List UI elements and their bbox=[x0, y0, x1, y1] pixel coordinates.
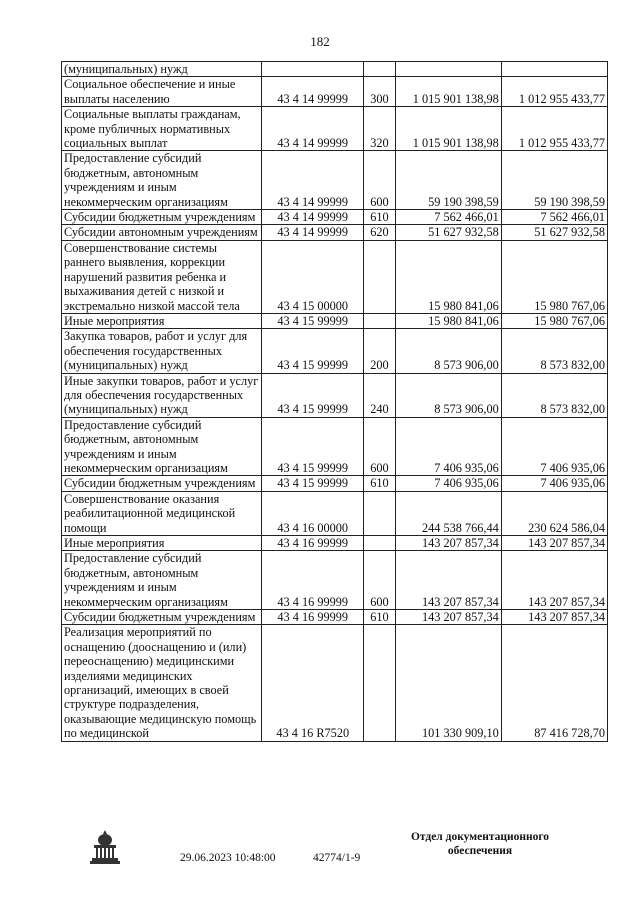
row-sum-2024-cell: 7 406 935,06 bbox=[395, 476, 501, 491]
stamp-date: 29.06.2023 10:48:00 bbox=[180, 852, 276, 864]
row-sum-2025-cell: 15 980 767,06 bbox=[501, 240, 607, 313]
table-row bbox=[62, 313, 608, 328]
row-name-cell: Предоставление субсидий бюджетным, автономным учреждениям и иным некоммерческим организациям bbox=[62, 417, 262, 476]
row-sum-2025-cell: 7 562 466,01 bbox=[501, 210, 607, 225]
row-code-cell: 43 4 16 R7520 bbox=[262, 625, 364, 741]
row-name-cell: Предоставление субсидий бюджетным, автономным учреждениям и иным некоммерческим организациям bbox=[62, 151, 262, 210]
page-number: 182 bbox=[310, 34, 330, 49]
row-expense-type-cell: 620 bbox=[364, 225, 395, 240]
row-sum-2024-cell: 143 207 857,34 bbox=[395, 610, 501, 625]
table-row bbox=[62, 107, 608, 151]
row-sum-2025-cell: 51 627 932,58 bbox=[501, 225, 607, 240]
row-name-cell: Иные мероприятия bbox=[62, 313, 262, 328]
row-expense-type-cell: 200 bbox=[364, 329, 395, 373]
row-name-cell: Социальное обеспечение и иные выплаты населению bbox=[62, 77, 262, 107]
row-sum-2024-cell: 8 573 906,00 bbox=[395, 373, 501, 417]
department-stamp bbox=[395, 830, 565, 858]
row-sum-2025-cell: 143 207 857,34 bbox=[501, 551, 607, 610]
row-code-cell: 43 4 14 99999 bbox=[262, 77, 364, 107]
table-row bbox=[62, 536, 608, 551]
row-code-cell: 43 4 14 99999 bbox=[262, 210, 364, 225]
row-sum-2024-cell bbox=[395, 62, 501, 77]
row-sum-2024-cell: 1 015 901 138,98 bbox=[395, 107, 501, 151]
row-name-cell: Социальные выплаты гражданам, кроме публичных нормативных социальных выплат bbox=[62, 107, 262, 151]
row-sum-2025-cell: 143 207 857,34 bbox=[501, 536, 607, 551]
row-expense-type-cell: 300 bbox=[364, 77, 395, 107]
row-sum-2024-cell: 7 406 935,06 bbox=[395, 417, 501, 476]
row-sum-2025-cell: 230 624 586,04 bbox=[501, 491, 607, 535]
table-row bbox=[62, 476, 608, 491]
row-code-cell: 43 4 16 99999 bbox=[262, 551, 364, 610]
row-expense-type-cell bbox=[364, 536, 395, 551]
row-name-cell: Реализация мероприятий по оснащению (дооснащению и (или) переоснащению) медицинскими изделиями медицинских организаций, имеющих в своей структуре подразделения, оказывающие медицинскую помощь по медицинской bbox=[62, 625, 262, 741]
row-code-cell: 43 4 15 99999 bbox=[262, 476, 364, 491]
row-name-cell: Закупка товаров, работ и услуг для обеспечения государственных (муниципальных) нужд bbox=[62, 329, 262, 373]
row-sum-2025-cell: 59 190 398,59 bbox=[501, 151, 607, 210]
row-code-cell: 43 4 15 99999 bbox=[262, 373, 364, 417]
row-name-cell: Субсидии бюджетным учреждениям bbox=[62, 476, 262, 491]
row-expense-type-cell: 610 bbox=[364, 476, 395, 491]
row-code-cell: 43 4 15 99999 bbox=[262, 329, 364, 373]
stamp-doc-number: 42774/1-9 bbox=[313, 852, 361, 864]
row-sum-2025-cell: 1 012 955 433,77 bbox=[501, 77, 607, 107]
table-row bbox=[62, 210, 608, 225]
row-sum-2025-cell: 87 416 728,70 bbox=[501, 625, 607, 741]
row-sum-2024-cell: 15 980 841,06 bbox=[395, 313, 501, 328]
row-code-cell: 43 4 16 99999 bbox=[262, 536, 364, 551]
row-code-cell: 43 4 15 99999 bbox=[262, 313, 364, 328]
row-sum-2024-cell: 15 980 841,06 bbox=[395, 240, 501, 313]
row-expense-type-cell: 600 bbox=[364, 551, 395, 610]
row-expense-type-cell bbox=[364, 313, 395, 328]
table-row bbox=[62, 417, 608, 476]
row-expense-type-cell: 600 bbox=[364, 417, 395, 476]
row-sum-2025-cell: 1 012 955 433,77 bbox=[501, 107, 607, 151]
row-expense-type-cell bbox=[364, 240, 395, 313]
row-code-cell: 43 4 14 99999 bbox=[262, 225, 364, 240]
row-code-cell: 43 4 15 99999 bbox=[262, 417, 364, 476]
budget-table bbox=[61, 61, 608, 742]
row-sum-2025-cell: 143 207 857,34 bbox=[501, 610, 607, 625]
row-sum-2024-cell: 244 538 766,44 bbox=[395, 491, 501, 535]
row-sum-2024-cell: 101 330 909,10 bbox=[395, 625, 501, 741]
row-sum-2025-cell: 8 573 832,00 bbox=[501, 329, 607, 373]
row-name-cell: Предоставление субсидий бюджетным, автономным учреждениям и иным некоммерческим организациям bbox=[62, 551, 262, 610]
row-expense-type-cell bbox=[364, 625, 395, 741]
row-sum-2024-cell: 59 190 398,59 bbox=[395, 151, 501, 210]
row-expense-type-cell bbox=[364, 62, 395, 77]
row-sum-2025-cell bbox=[501, 62, 607, 77]
row-sum-2024-cell: 51 627 932,58 bbox=[395, 225, 501, 240]
row-name-cell: Совершенствование оказания реабилитационной медицинской помощи bbox=[62, 491, 262, 535]
row-code-cell: 43 4 16 00000 bbox=[262, 491, 364, 535]
table-row bbox=[62, 625, 608, 741]
row-expense-type-cell: 240 bbox=[364, 373, 395, 417]
table-row bbox=[62, 373, 608, 417]
row-expense-type-cell: 610 bbox=[364, 610, 395, 625]
table-row bbox=[62, 491, 608, 535]
row-name-cell: (муниципальных) нужд bbox=[62, 62, 262, 77]
row-sum-2024-cell: 143 207 857,34 bbox=[395, 551, 501, 610]
row-sum-2025-cell: 7 406 935,06 bbox=[501, 417, 607, 476]
row-code-cell bbox=[262, 62, 364, 77]
table-row bbox=[62, 551, 608, 610]
row-sum-2024-cell: 1 015 901 138,98 bbox=[395, 77, 501, 107]
row-code-cell: 43 4 14 99999 bbox=[262, 107, 364, 151]
row-name-cell: Субсидии бюджетным учреждениям bbox=[62, 210, 262, 225]
row-sum-2025-cell: 15 980 767,06 bbox=[501, 313, 607, 328]
table-row bbox=[62, 240, 608, 313]
row-sum-2024-cell: 8 573 906,00 bbox=[395, 329, 501, 373]
table-row bbox=[62, 225, 608, 240]
row-code-cell: 43 4 16 99999 bbox=[262, 610, 364, 625]
row-sum-2024-cell: 143 207 857,34 bbox=[395, 536, 501, 551]
row-expense-type-cell: 610 bbox=[364, 210, 395, 225]
row-expense-type-cell: 600 bbox=[364, 151, 395, 210]
row-name-cell: Иные мероприятия bbox=[62, 536, 262, 551]
budget-table-body bbox=[62, 62, 608, 742]
table-row bbox=[62, 610, 608, 625]
duma-emblem-icon bbox=[88, 828, 122, 866]
row-sum-2025-cell: 7 406 935,06 bbox=[501, 476, 607, 491]
table-row bbox=[62, 329, 608, 373]
row-expense-type-cell: 320 bbox=[364, 107, 395, 151]
row-name-cell: Субсидии бюджетным учреждениям bbox=[62, 610, 262, 625]
row-sum-2024-cell: 7 562 466,01 bbox=[395, 210, 501, 225]
row-code-cell: 43 4 15 00000 bbox=[262, 240, 364, 313]
table-row bbox=[62, 62, 608, 77]
row-name-cell: Субсидии автономным учреждениям bbox=[62, 225, 262, 240]
department-line-1: Отдел документационного bbox=[410, 831, 550, 843]
table-row bbox=[62, 77, 608, 107]
row-name-cell: Совершенствование системы раннего выявления, коррекции нарушений развития ребенка и выхаживания детей с низкой и экстремально низкой массой тела bbox=[62, 240, 262, 313]
row-sum-2025-cell: 8 573 832,00 bbox=[501, 373, 607, 417]
row-expense-type-cell bbox=[364, 491, 395, 535]
row-name-cell: Иные закупки товаров, работ и услуг для обеспечения государственных (муниципальных) нужд bbox=[62, 373, 262, 417]
department-line-2: обеспечения bbox=[447, 845, 513, 857]
table-row bbox=[62, 151, 608, 210]
row-code-cell: 43 4 14 99999 bbox=[262, 151, 364, 210]
